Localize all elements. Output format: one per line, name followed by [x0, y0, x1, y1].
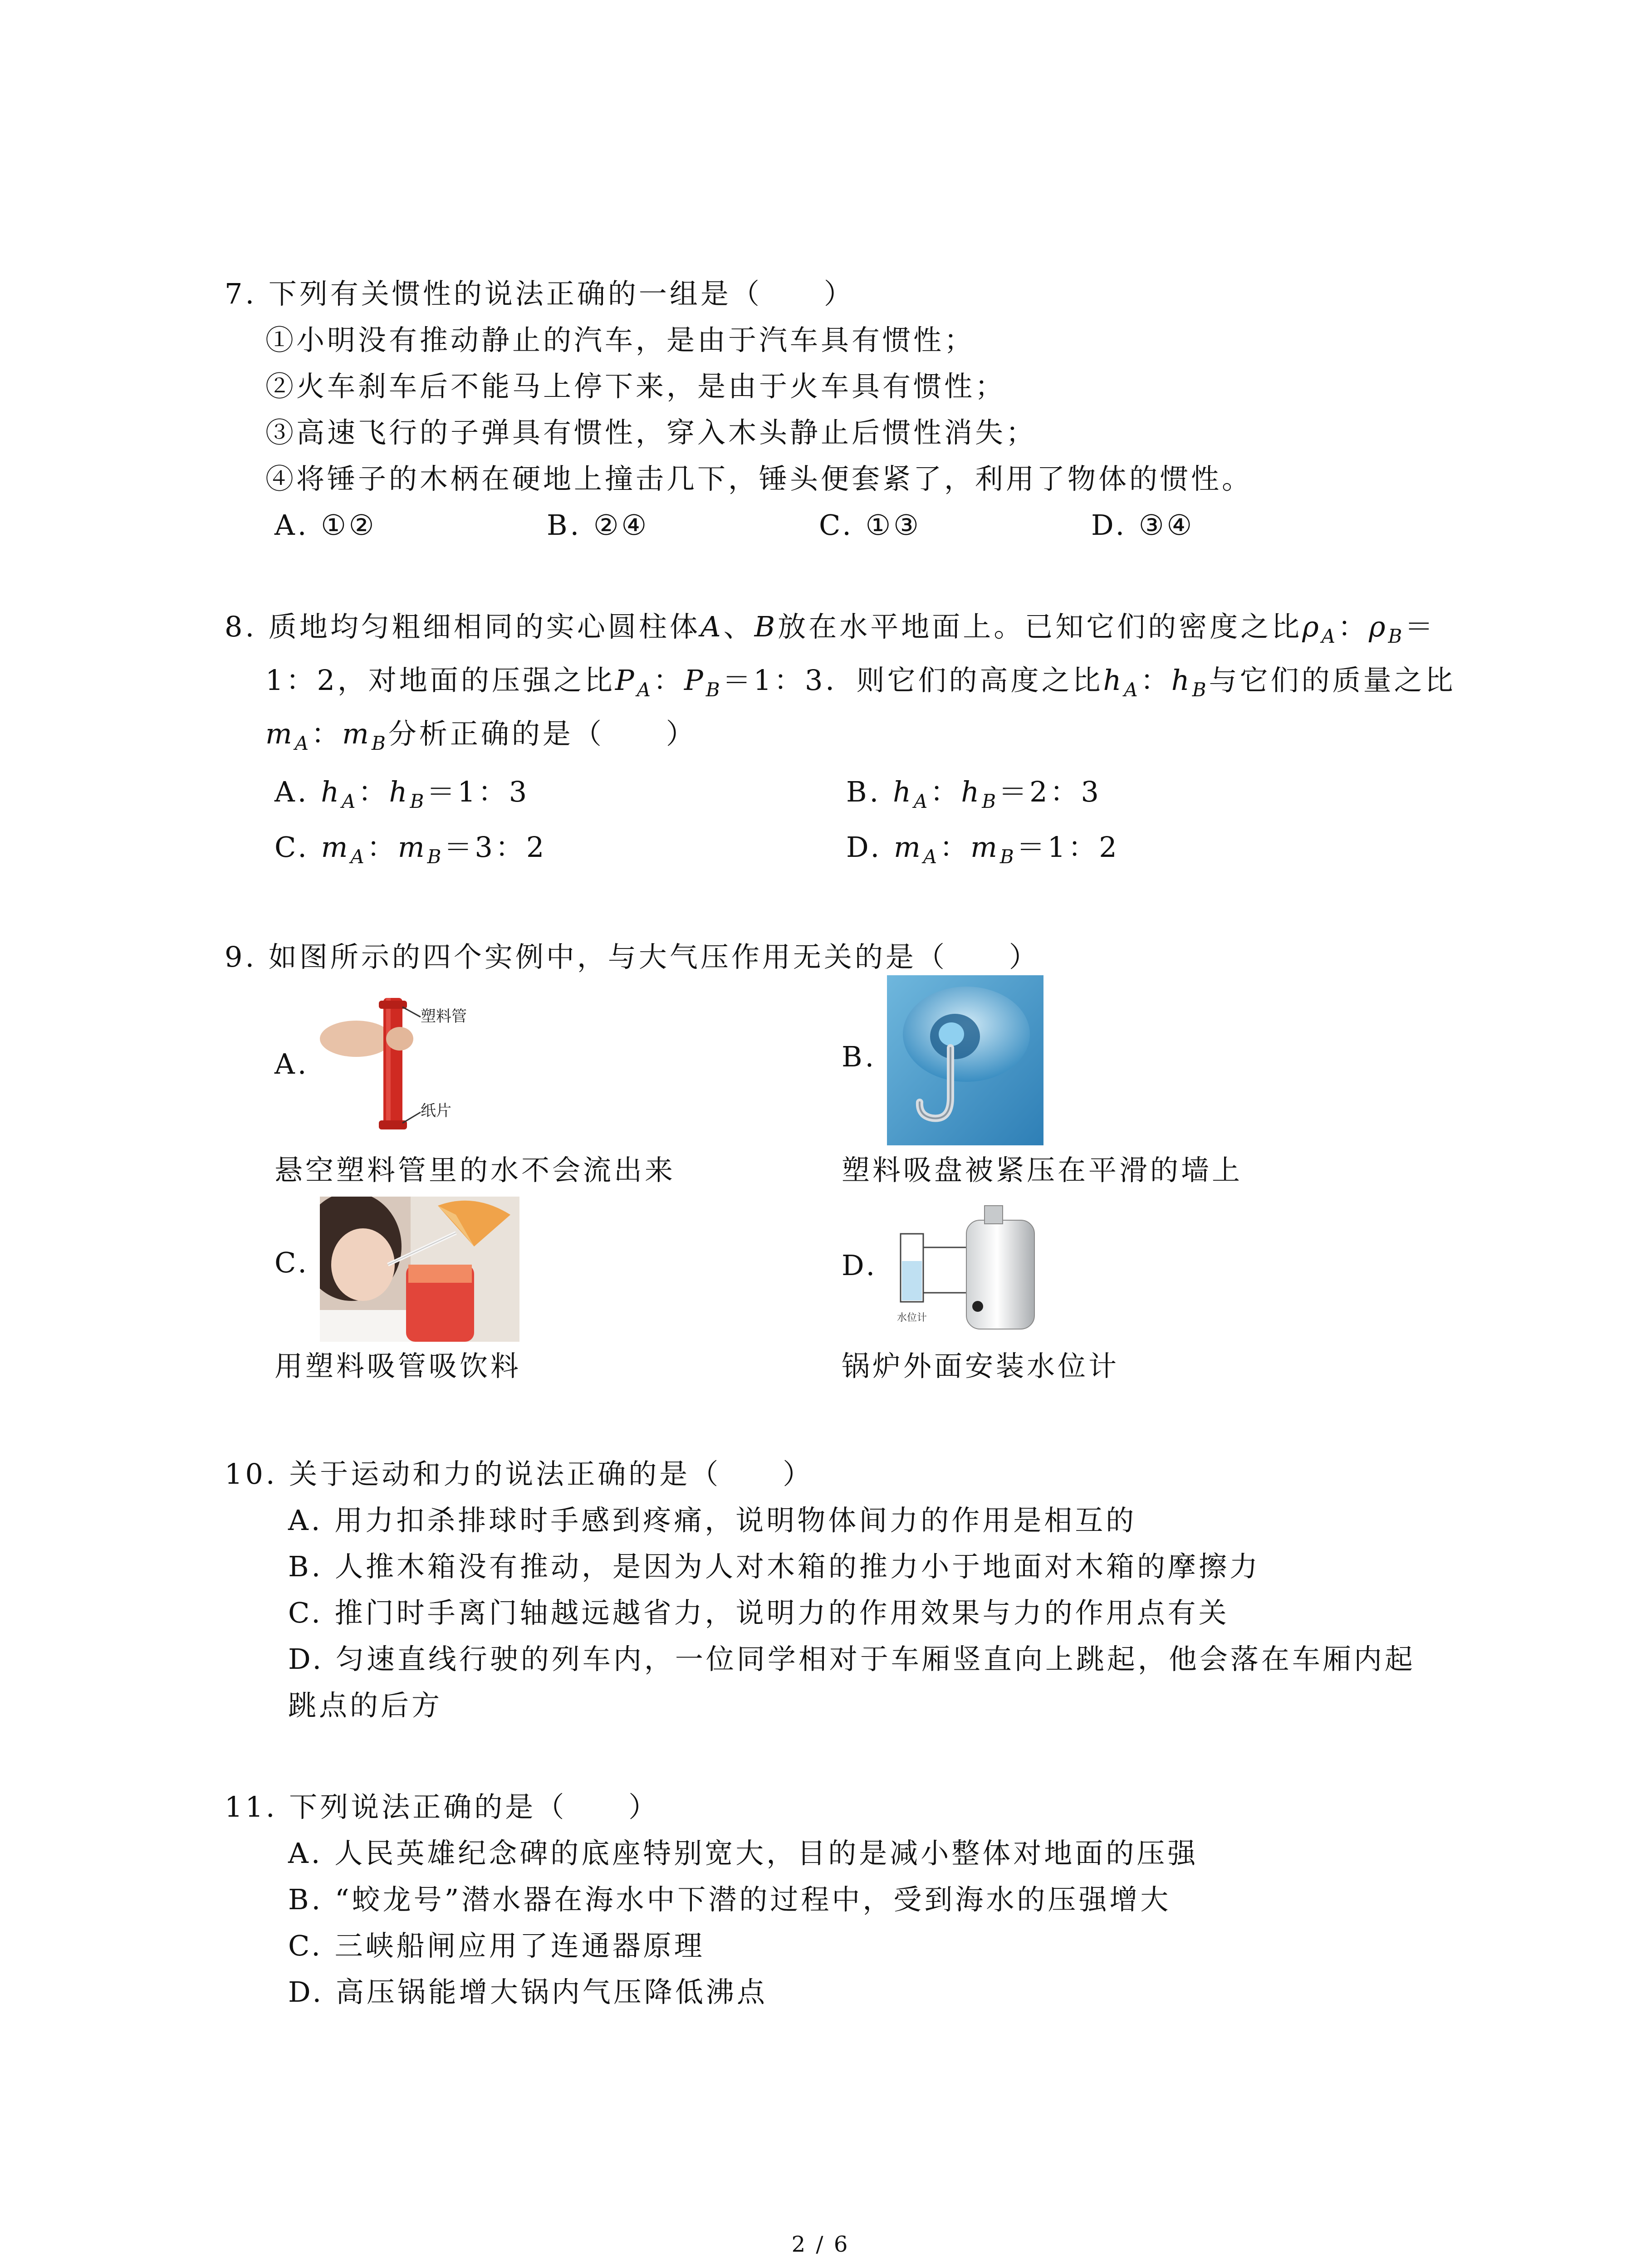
q7-statement-1: ①小明没有推动静止的汽车，是由于汽车具有惯性； — [265, 323, 975, 357]
q9-option-b-caption: 塑料吸盘被紧压在平滑的墙上 — [842, 1154, 1243, 1187]
q7-statement-3: ③高速飞行的子弹具有惯性，穿入木头静止后惯性消失； — [265, 416, 1037, 449]
q11-option-a: A. 人民英雄纪念碑的底座特别宽大，目的是减小整体对地面的压强 — [288, 1837, 1199, 1870]
drinking-straw-figure — [320, 1197, 519, 1342]
q10-option-d: D. 匀速直线行驶的列车内，一位同学相对于车厢竖直向上跳起，他会落在车厢内起 — [288, 1642, 1416, 1676]
q9-option-c-label: C. — [274, 1246, 309, 1279]
q10-stem: 10. 关于运动和力的说法正确的是（ ） — [225, 1457, 814, 1491]
q8-option-d: D. $m_A$：$m_B=1$：2 — [846, 831, 1120, 868]
boiler-water-gauge-image — [887, 1202, 1059, 1343]
drinking-straw-image — [320, 1197, 519, 1342]
boiler-figure — [887, 1202, 1059, 1343]
q9-option-c-caption: 用塑料吸管吸饮料 — [274, 1349, 522, 1383]
q7-option-a: A. ①② — [274, 508, 377, 542]
q8-option-a: A. $h_A$：$h_B=1$：3 — [274, 775, 530, 812]
q9-option-a-label: A. — [274, 1047, 309, 1080]
q7-option-d: D. ③④ — [1091, 508, 1195, 542]
q9-option-d-caption: 锅炉外面安装水位计 — [842, 1349, 1120, 1383]
q10-option-b: B. 人推木箱没有推动，是因为人对木箱的推力小于地面对木箱的摩擦力 — [288, 1550, 1260, 1583]
q9-option-d-label: D. — [842, 1249, 878, 1282]
paper-tag-label: 纸片 — [421, 1102, 451, 1120]
q7-statement-2: ②火车刹车后不能马上停下来，是由于火车具有惯性； — [265, 370, 1006, 403]
q8-line-2: 1：2，对地面的压强之比$P_A$：$P_B=1$：3．则它们的高度之比$h_A$：$h_B$与它们的质量之比 — [265, 664, 1456, 701]
q11-option-c: C. 三峡船闸应用了连通器原理 — [288, 1929, 705, 1962]
q10-option-c: C. 推门时手离门轴越远越省力，说明力的作用效果与力的作用点有关 — [288, 1596, 1230, 1629]
q11-option-d: D. 高压锅能增大锅内气压降低沸点 — [288, 1975, 768, 2009]
q8-option-b: B. $h_A$：$h_B=2$：3 — [846, 775, 1102, 812]
gauge-tag-label: 水位计 — [897, 1312, 927, 1324]
q8-line-3: $m_A$：$m_B$分析正确的是（ ） — [265, 717, 697, 754]
q10-option-d-continued: 跳点的后方 — [288, 1689, 443, 1722]
q8-line-1: 8. 质地均匀粗细相同的实心圆柱体A、B放在水平地面上。已知它们的密度之比$\rho_A$：$\rho_B=$ — [225, 610, 1436, 647]
q11-option-b: B. “蛟龙号”潜水器在海水中下潜的过程中，受到海水的压强增大 — [288, 1883, 1171, 1916]
suction-cup-image — [887, 975, 1043, 1145]
q7-option-b: B. ②④ — [547, 508, 650, 542]
suction-cup-figure — [887, 975, 1043, 1145]
q7-statement-4: ④将锤子的木柄在硬地上撞击几下，锤头便套紧了，利用了物体的惯性。 — [265, 462, 1253, 495]
q11-stem: 11. 下列说法正确的是（ ） — [225, 1790, 660, 1823]
plastic-tube-image — [320, 989, 483, 1139]
q7-option-c: C. ①③ — [819, 508, 921, 542]
page-number: 2 / 6 — [791, 2232, 850, 2257]
q10-option-a: A. 用力扣杀排球时手感到疼痛，说明物体间力的作用是相互的 — [288, 1504, 1137, 1537]
q9-option-a-caption: 悬空塑料管里的水不会流出来 — [274, 1154, 676, 1187]
tube-tag-label: 塑料管 — [421, 1007, 467, 1026]
q8-option-c: C. $m_A$：$m_B=3$：2 — [274, 831, 547, 868]
plastic-tube-figure — [320, 989, 483, 1139]
q9-option-b-label: B. — [842, 1040, 877, 1073]
q9-stem: 9. 如图所示的四个实例中，与大气压作用无关的是（ ） — [225, 940, 1040, 973]
q7-stem: 7. 下列有关惯性的说法正确的一组是（ ） — [225, 277, 855, 310]
